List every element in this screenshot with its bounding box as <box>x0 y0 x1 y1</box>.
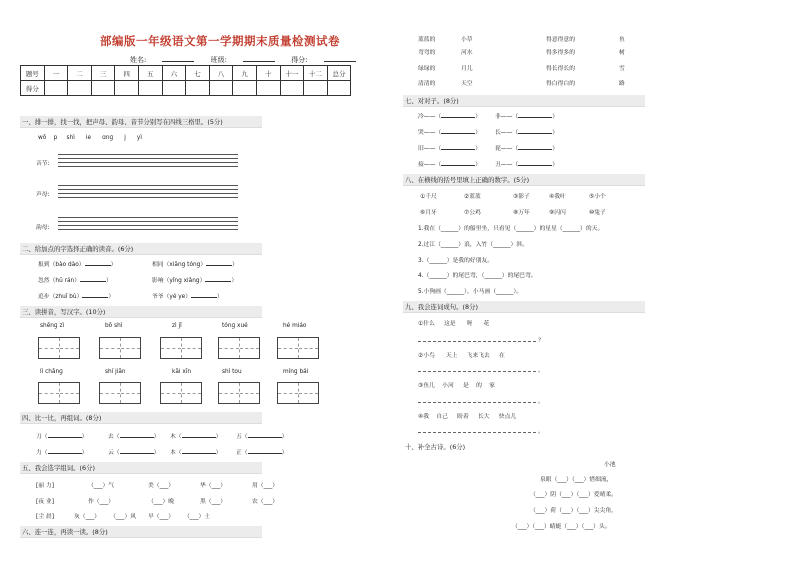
pinyin-label: kāi xīn <box>172 369 192 375</box>
score-header-cell: 十二 <box>304 66 328 81</box>
q8-sentence[interactable]: 5.小狗画（______），小马画（______）。 <box>418 289 523 295</box>
q7-item: 接——（ ） <box>418 159 481 168</box>
q5-item[interactable]: 农（___） <box>252 499 279 505</box>
answer-blank[interactable] <box>441 111 475 118</box>
answer-blank[interactable] <box>120 431 154 438</box>
match-left-noun[interactable]: 月儿 <box>461 66 473 72</box>
q8-heading: 八、在横线的括号里填上正确的数字。(5分) <box>403 174 645 186</box>
q5-item[interactable]: （___）晚 <box>148 499 175 505</box>
q8-option: ⑥月牙 <box>420 210 437 216</box>
q2-item-text: 爷爷（yé ye） <box>152 294 192 300</box>
score-header-cell: 九 <box>233 66 257 81</box>
q8-sentence[interactable]: 4.（______）的尾巴弯，（______）的尾巴弯。 <box>418 273 537 279</box>
score-header-cell: 一 <box>44 66 68 81</box>
q7-item: 长——（ ） <box>495 127 558 136</box>
q5-item[interactable]: 用（___） <box>252 483 279 489</box>
q4-item: 木（ ） <box>170 431 221 440</box>
q7-item: 旧——（ ） <box>418 143 481 152</box>
answer-line[interactable] <box>418 432 536 433</box>
q5-item[interactable]: （___）气 <box>88 483 115 489</box>
answer-blank[interactable] <box>518 159 552 166</box>
score-header-cell: 总分 <box>327 66 351 81</box>
pinyin-label: tónɡ xué <box>222 323 248 329</box>
q4-char: 木（ <box>170 434 182 440</box>
score-cell[interactable] <box>91 81 115 96</box>
q2-item-text: 影响（yǐng xiǎng） <box>152 278 206 284</box>
pinyin-label: zì jǐ <box>172 323 182 329</box>
poem-title: 小池 <box>604 462 616 468</box>
match-left-noun[interactable]: 河水 <box>461 50 473 56</box>
q7-char: 长——（ <box>495 130 519 136</box>
char-grid[interactable] <box>160 382 202 404</box>
poem-line[interactable]: （___）阴（___）（___）爱晴柔。 <box>530 492 617 498</box>
q9-end-punct: 。 <box>538 368 544 374</box>
score-cell[interactable] <box>68 81 92 96</box>
score-header-cell: 二 <box>68 66 92 81</box>
q4-char: 五（ <box>236 434 248 440</box>
answer-blank[interactable] <box>248 447 282 454</box>
q9-words: ④我 自己 盼着 长大 快点儿 <box>418 414 517 420</box>
q4-char: 刀（ <box>36 434 48 440</box>
q9-words: ②小鸟 天上 飞来飞去 在 <box>418 353 505 359</box>
q5-item[interactable]: 华（___） <box>200 483 227 489</box>
q4-item: 正（ ） <box>236 447 287 456</box>
q7-char: 琵——（ <box>495 146 519 152</box>
q7-item: 冷——（ ） <box>418 111 481 120</box>
q2-item-text: 忽然（hū rán） <box>38 278 80 284</box>
score-header-cell: 五 <box>138 66 162 81</box>
q4-char: 去（ <box>108 434 120 440</box>
q4-item: 五（ ） <box>236 431 287 440</box>
char-grid[interactable] <box>38 337 80 359</box>
score-header-cell: 十 <box>256 66 280 81</box>
match-right-noun[interactable]: 雪 <box>619 66 625 72</box>
answer-blank[interactable] <box>441 143 475 150</box>
score-cell[interactable] <box>233 81 257 96</box>
q8-sentence[interactable]: 1.我在（______）的船里坐，只看见（______）的星星（______）的天。 <box>418 226 604 232</box>
answer-blank[interactable] <box>182 447 216 454</box>
q4-char: 正（ <box>236 450 248 456</box>
student-info-line <box>130 54 370 65</box>
q5-item[interactable]: （___）土 <box>184 514 211 520</box>
q4-heading: 四、比一比，再组词。(8分) <box>20 412 262 424</box>
q7-char: 非——（ <box>495 114 519 120</box>
pinyin-label: shí jiān <box>105 369 126 375</box>
score-header-cell: 十一 <box>280 66 304 81</box>
score-cell[interactable] <box>162 81 186 96</box>
score-cell[interactable] <box>115 81 139 96</box>
poem-line[interactable]: （___）荷（___）（___）尖尖角， <box>530 508 617 514</box>
name-field[interactable] <box>162 54 194 62</box>
q7-item: 琵——（ ） <box>495 143 558 152</box>
q7-char: 哭——（ <box>418 130 442 136</box>
q4-item: 云（ ） <box>108 447 159 456</box>
match-left-noun[interactable]: 小草 <box>461 37 473 43</box>
q1-letters: wǒ p shì ie ɑnɡ j yì <box>38 135 142 141</box>
char-grid[interactable] <box>99 382 141 404</box>
score-table <box>20 65 351 96</box>
q7-item: 非——（ ） <box>495 111 558 120</box>
q8-option: ⑧万年 <box>513 210 530 216</box>
q8-option: ⑤小个 <box>589 194 606 200</box>
answer-blank[interactable] <box>48 431 82 438</box>
q5-item[interactable]: 灰（___） <box>74 514 101 520</box>
q4-char: 云（ <box>108 450 120 456</box>
q7-heading: 七、对对子。(8分) <box>403 95 645 107</box>
q7-item: 哭——（ ） <box>418 127 481 136</box>
score-header-cell: 八 <box>209 66 233 81</box>
answer-blank[interactable] <box>80 275 106 282</box>
q7-char: 旧——（ <box>418 146 442 152</box>
q2-item-text: 追步（zhuī bù） <box>38 294 83 300</box>
q8-option: ⑩兔子 <box>589 210 606 216</box>
q2-heading: 二、给加点的字选择正确的读音。(6分) <box>20 243 262 255</box>
class-field[interactable] <box>243 54 275 62</box>
answer-blank[interactable] <box>205 275 231 282</box>
q4-item: 刀（ ） <box>36 431 87 440</box>
q5-item[interactable]: （___）风 <box>110 514 137 520</box>
answer-blank[interactable] <box>182 431 216 438</box>
pinyin-label: mínɡ bái <box>283 369 309 375</box>
score-row-label: 得分 <box>21 81 45 96</box>
char-grid[interactable] <box>160 337 202 359</box>
q9-end-punct: 。 <box>538 429 544 435</box>
pinyin-label: hé miáo <box>283 323 307 329</box>
match-right-phrase[interactable]: 得多得多的 <box>546 50 575 56</box>
q7-char: 冷——（ <box>418 114 442 120</box>
q8-sentence[interactable]: 3.（______）是我的好朋友。 <box>418 258 494 264</box>
answer-blank[interactable] <box>518 111 552 118</box>
char-grid[interactable] <box>218 382 260 404</box>
answer-blank[interactable] <box>48 447 82 454</box>
match-right-noun[interactable]: 鱼 <box>619 37 625 43</box>
q2-item-text: 报到（bào dào） <box>38 262 85 268</box>
q4-item: 力（ ） <box>36 447 87 456</box>
answer-blank[interactable] <box>120 447 154 454</box>
q9-words: ①什么 这是 呀 花 <box>418 321 490 327</box>
q1-label-final: 韵母: <box>36 225 50 231</box>
q5-item[interactable]: 美（___） <box>148 483 175 489</box>
q5-heading: 五、我会选字组词。(6分) <box>20 462 262 474</box>
class-label: 班级: <box>210 56 227 64</box>
q5-item[interactable]: 黑（___） <box>200 499 227 505</box>
score-cell[interactable] <box>186 81 210 96</box>
q2-item-text: 相同（xiāng tóng） <box>152 262 207 268</box>
score-header-cell: 四 <box>115 66 139 81</box>
q5-choice: [尘 晨] <box>36 514 54 520</box>
q8-option: ①千尺 <box>420 194 437 200</box>
page-title: 部编版一年级语文第一学期期末质量检测试卷 <box>100 34 340 48</box>
q2-item: 影响（yǐng xiǎng） ） <box>152 275 237 284</box>
match-right-noun[interactable]: 路 <box>619 81 625 87</box>
q4-item: 去（ ） <box>108 431 159 440</box>
score-table-score-row <box>21 81 351 96</box>
pinyin-label: shì tou <box>222 369 242 375</box>
score-header-cell: 题号 <box>21 66 45 81</box>
score-cell[interactable] <box>138 81 162 96</box>
answer-blank[interactable] <box>248 431 282 438</box>
match-left-word[interactable]: 清清的 <box>418 81 436 87</box>
answer-line[interactable] <box>418 341 536 342</box>
poem-line[interactable]: （___）（___）蜻蜓（___）（___）头。 <box>512 524 611 530</box>
q1-label-initial: 声母: <box>36 192 50 198</box>
answer-blank[interactable] <box>191 291 217 298</box>
match-right-noun[interactable]: 树 <box>619 50 625 56</box>
score-label: 得分: <box>291 56 308 64</box>
q2-item: 爷爷（yé ye） ） <box>152 291 223 300</box>
answer-line[interactable] <box>418 371 536 372</box>
q9-end-punct: ？ <box>538 338 544 344</box>
q4-char: 力（ <box>36 450 48 456</box>
score-header-cell: 三 <box>91 66 115 81</box>
q3-heading: 三、读拼音，写汉字。(10分) <box>20 306 262 318</box>
q2-item: 追步（zhuī bù） ） <box>38 291 114 300</box>
answer-blank[interactable] <box>82 291 108 298</box>
score-cell[interactable] <box>209 81 233 96</box>
q5-item[interactable]: 作（___） <box>88 499 115 505</box>
char-grid[interactable] <box>277 337 319 359</box>
score-table-header-row <box>21 66 351 81</box>
score-header-cell: 六 <box>162 66 186 81</box>
answer-blank[interactable] <box>518 143 552 150</box>
q7-item: 丑——（ ） <box>495 159 558 168</box>
q5-choice: [丽 力] <box>36 483 54 489</box>
answer-blank[interactable] <box>85 259 111 266</box>
q5-choice: [夜 业] <box>36 499 54 505</box>
pinyin-label: shēnɡ zì <box>40 323 65 329</box>
q2-item: 报到（bào dào） ） <box>38 259 116 268</box>
q7-char: 接——（ <box>418 162 442 168</box>
match-left-word[interactable]: 弯弯的 <box>418 50 436 56</box>
char-grid[interactable] <box>99 337 141 359</box>
q4-char: 本（ <box>170 450 182 456</box>
q2-item: 忽然（hū rán） ） <box>38 275 112 284</box>
q5-item[interactable]: 早（___） <box>148 514 175 520</box>
q8-option: ⑦公鸡 <box>464 210 481 216</box>
q6-heading: 六、连一连，再读一读。(8分) <box>20 526 262 538</box>
name-label: 姓名: <box>130 56 147 64</box>
answer-blank[interactable] <box>441 159 475 166</box>
q8-option: ②蓝蓝 <box>464 194 481 200</box>
pinyin-label: bō shì <box>105 323 123 329</box>
answer-line[interactable] <box>418 402 536 403</box>
answer-blank[interactable] <box>518 127 552 134</box>
q4-item: 本（ ） <box>170 447 221 456</box>
char-grid[interactable] <box>218 337 260 359</box>
match-right-phrase[interactable]: 得白得白的 <box>546 81 575 87</box>
score-field[interactable] <box>324 54 356 62</box>
score-cell[interactable] <box>44 81 68 96</box>
q8-option: ⑨闪闪 <box>549 210 566 216</box>
match-left-word[interactable]: 绿绿的 <box>418 66 436 72</box>
char-grid[interactable] <box>277 382 319 404</box>
score-cell[interactable] <box>327 81 351 96</box>
q1-heading: 一、排一排，找一找，把声母、韵母、音节分别写在四线三格里。(5分) <box>20 116 262 128</box>
poem-line[interactable]: 泉眼（___）（___）惜细流， <box>540 477 613 483</box>
q10-heading: 十、补全古诗。(6分) <box>403 441 645 452</box>
match-right-phrase[interactable]: 得意得意的 <box>546 37 575 43</box>
score-header-cell: 七 <box>186 66 210 81</box>
q9-words: ③鱼儿 小河 是 的 家 <box>418 383 496 389</box>
score-cell[interactable] <box>280 81 304 96</box>
q9-heading: 九、我会连词成句。(8分) <box>403 301 645 313</box>
q1-label-syllable: 音节: <box>36 161 50 167</box>
char-grid[interactable] <box>38 382 80 404</box>
match-right-phrase[interactable]: 得长得长的 <box>546 66 575 72</box>
answer-blank[interactable] <box>441 127 475 134</box>
q2-item: 相同（xiāng tóng） ） <box>152 259 238 268</box>
match-left-word[interactable]: 蓝蓝的 <box>418 37 436 43</box>
match-left-noun[interactable]: 天空 <box>461 81 473 87</box>
q8-option: ④我叶 <box>549 194 566 200</box>
score-cell[interactable] <box>256 81 280 96</box>
pinyin-label: lì chǎnɡ <box>40 369 63 375</box>
answer-blank[interactable] <box>206 259 232 266</box>
q8-sentence[interactable]: 2.过江（______）浪，入竹（______）斜。 <box>418 242 528 248</box>
score-cell[interactable] <box>304 81 328 96</box>
q8-option: ③影子 <box>513 194 530 200</box>
q7-char: 丑——（ <box>495 162 519 168</box>
q9-end-punct: 。 <box>538 399 544 405</box>
